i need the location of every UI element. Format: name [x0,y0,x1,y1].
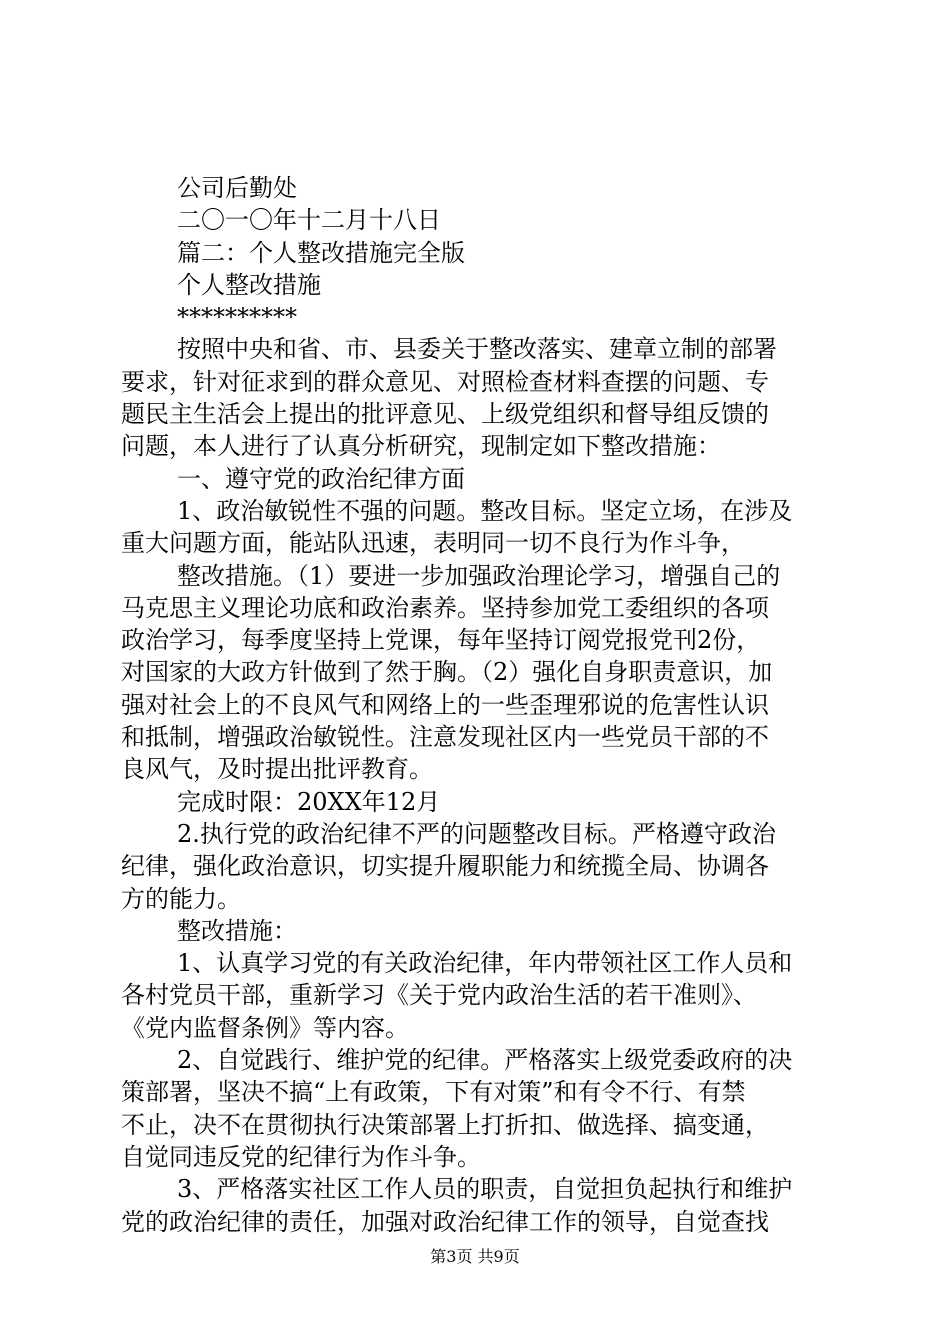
text-line: 自觉同违反党的纪律行为作斗争。 [121,1142,481,1171]
text-line: 题民主生活会上提出的批评意见、上级党组织和督导组反馈的 [121,400,769,429]
document-body [121,172,833,1238]
text-line: 1、政治敏锐性不强的问题。整改目标。坚定立场，在涉及 [177,496,793,525]
text-line: 政治学习，每季度坚持上党课，每年坚持订阅党报党刊2份， [121,626,761,655]
text-line: 3、严格落实社区工作人员的职责，自觉担负起执行和维护 [177,1175,793,1204]
text-line: 重大问题方面，能站队迅速，表明同一切不良行为作斗争， [121,529,745,558]
signature-org: 公司后勤处 [177,174,297,202]
text-line: 党的政治纪律的责任，加强对政治纪律工作的领导，自觉查找 [121,1207,769,1236]
text-line: 2.执行党的政治纪律不严的问题整改目标。严格遵守政治 [177,819,776,848]
text-line: 2、自觉践行、维护党的纪律。严格落实上级党委政府的决 [177,1046,793,1075]
section-title: 篇二：个人整改措施完全版 [177,238,465,267]
text-line: 马克思主义理论功底和政治素养。坚持参加党工委组织的各项 [121,593,769,622]
text-line: 各村党员干部，重新学习《关于党内政治生活的若干准则》、 [121,981,757,1010]
text-line: 整改措施： [177,916,297,945]
text-line: 良风气，及时提出批评教育。 [121,755,433,784]
deadline-line: 完成时限：20XX年12月 [177,787,441,816]
text-line: 纪律，强化政治意识，切实提升履职能力和统揽全局、协调各 [121,852,769,881]
author-masked: ********** [177,303,297,332]
text-line: 整改措施。（1）要进一步加强政治理论学习，增强自己的 [177,561,781,590]
signature-date: 二〇一〇年十二月十八日 [177,206,441,235]
text-line: 和抵制，增强政治敏锐性。注意发现社区内一些党员干部的不 [121,723,769,752]
text-line: 不止，决不在贯彻执行决策部署上打折扣、做选择、搞变通， [121,1110,769,1139]
text-line: 要求，针对征求到的群众意见、对照检查材料查摆的问题、专 [121,367,769,396]
heading-1: 一、遵守党的政治纪律方面 [177,464,465,493]
page-number-footer: 第3页 共9页 [430,1247,520,1266]
text-line: 对国家的大政方针做到了然于胸。（2）强化自身职责意识，加 [121,658,773,687]
text-line: 问题，本人进行了认真分析研究，现制定如下整改措施： [121,432,721,461]
text-line: 1、认真学习党的有关政治纪律，年内带领社区工作人员和 [177,949,793,978]
text-line: 策部署，坚决不搞“上有政策，下有对策”和有令不行、有禁 [121,1078,746,1107]
text-line: 方的能力。 [121,884,241,913]
text-line: 强对社会上的不良风气和网络上的一些歪理邪说的危害性认识 [121,690,769,719]
text-line: 按照中央和省、市、县委关于整改落实、建章立制的部署 [177,335,777,364]
text-line: 《党内监督条例》等内容。 [121,1013,409,1042]
doc-title: 个人整改措施 [177,270,321,299]
